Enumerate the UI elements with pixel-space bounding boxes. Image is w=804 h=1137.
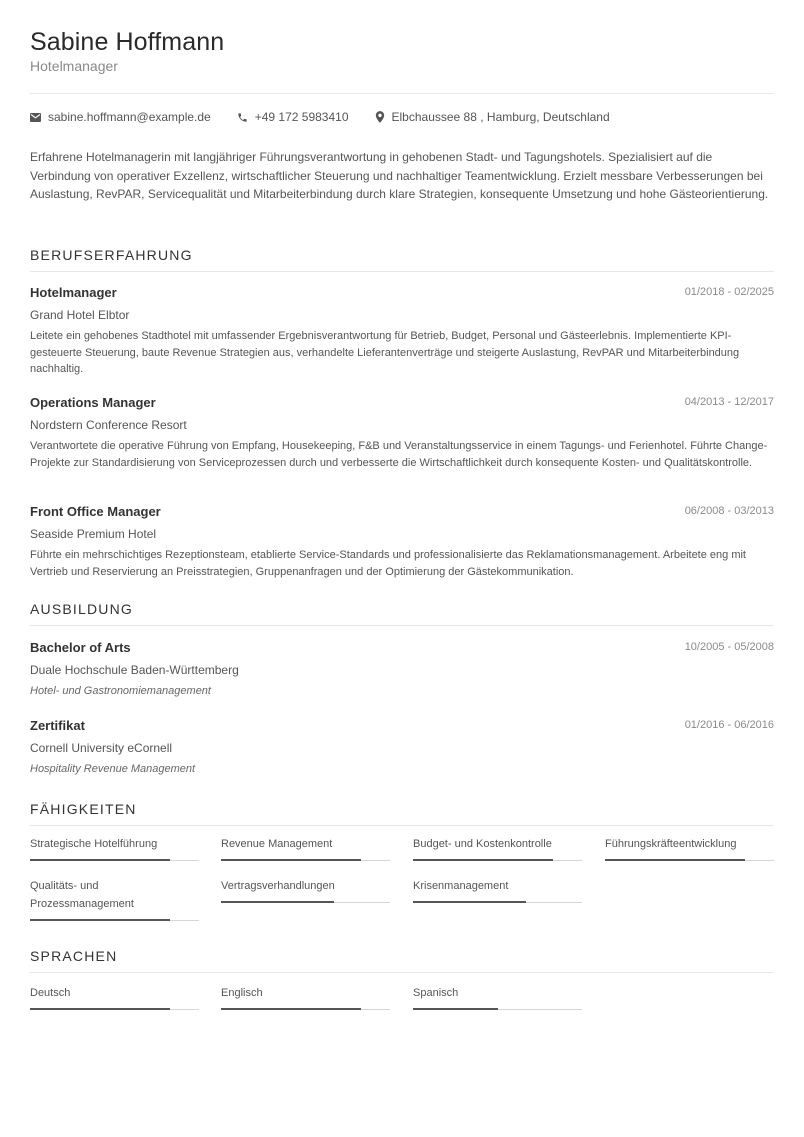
skill-level-fill: [221, 901, 334, 903]
language-level-bar: [221, 1009, 390, 1010]
education-degree: Bachelor of Arts: [30, 640, 131, 655]
skill-item: [413, 835, 582, 853]
section-divider: [30, 625, 774, 626]
language-name: Spanisch: [413, 987, 459, 999]
education-field: Hospitality Revenue Management: [30, 763, 196, 775]
profile-summary: Erfahrene Hotelmanagerin mit langjähriger Führungsverantwortung in gehobenen Stadt- und Tagungshotels. Spezialisiert auf die Verbindung von operativer Exzellenz, wirtschaftlicher Steuerung und nachhaltiger Teamentwicklung. Erzielt messbare Verbesserungen bei Auslastung, RevPAR, Servicequalität und Mitarbeiterbindung durch klare Strategien, konsequente Umsetzung und hohe Gästeorientierung.: [30, 150, 769, 201]
skill-name: Budget- und Kostenkontrolle: [413, 838, 552, 850]
skill-name: Qualitäts- und Prozessmanagement: [30, 880, 134, 910]
section-divider: [30, 972, 774, 973]
section-divider: [30, 825, 774, 826]
education-field: Hotel- und Gastronomiemanagement: [30, 685, 211, 697]
contact-address: [375, 110, 610, 124]
skill-item: [605, 835, 774, 853]
contact-email[interactable]: [30, 110, 211, 124]
job-date: 06/2008 - 03/2013: [684, 505, 774, 517]
skill-level-fill: [221, 859, 361, 861]
section-title-languages: SPRACHEN: [30, 948, 118, 964]
header-divider: [30, 93, 774, 94]
language-name: Englisch: [221, 987, 263, 999]
skill-name: Führungskräfteentwicklung: [605, 838, 737, 850]
experience-item: [30, 285, 774, 378]
education-date: 10/2005 - 05/2008: [684, 641, 774, 653]
job-date: 01/2018 - 02/2025: [684, 286, 774, 298]
skill-item: [30, 877, 180, 913]
contact-phone[interactable]: [237, 110, 349, 124]
skill-level-bar: [221, 902, 390, 903]
education-degree: Zertifikat: [30, 718, 85, 733]
email-text: sabine.hoffmann@example.de: [48, 110, 211, 124]
language-item: [221, 984, 390, 1002]
section-divider: [30, 271, 774, 272]
skill-level-fill: [30, 859, 170, 861]
job-description: Führte ein mehrschichtiges Rezeptionsteam, etablierte Service-Standards und professionalisierte das Reklamationsmanagement. Arbeitete eng mit Vertrieb und Reservierung an Preisstrategien, Gruppenanfragen und der Optimierung der Gästekommunikation.: [30, 549, 746, 578]
language-level-bar: [413, 1009, 582, 1010]
skill-level-bar: [221, 860, 390, 861]
skill-level-fill: [605, 859, 745, 861]
language-level-fill: [413, 1008, 498, 1010]
education-item: [30, 640, 774, 697]
skill-level-bar: [413, 902, 582, 903]
job-title: Hotelmanager: [30, 285, 117, 300]
skill-name: Strategische Hotelführung: [30, 838, 158, 850]
language-level-fill: [221, 1008, 361, 1010]
candidate-name: Sabine Hoffmann: [30, 28, 225, 56]
education-item: [30, 718, 774, 775]
phone-text: +49 172 5983410: [254, 110, 349, 124]
job-date: 04/2013 - 12/2017: [684, 396, 774, 408]
section-title-education: AUSBILDUNG: [30, 601, 134, 617]
skill-name: Vertragsverhandlungen: [221, 880, 335, 892]
language-level-fill: [30, 1008, 170, 1010]
job-description: Leitete ein gehobenes Stadthotel mit umfassender Ergebnisverantwortung für Betrieb, Budget, Personal und Gästeerlebnis. Implementierte KPI-gesteuerte Steuerung, baute Revenue Strategien aus, verhandelte Lieferantenverträge und steigerte Auslastung, RevPAR und Mitarbeiterbindung nachhaltig.: [30, 330, 740, 375]
address-text: Elbchaussee 88 , Hamburg, Deutschland: [391, 110, 610, 124]
phone-icon: [237, 112, 248, 123]
experience-item: [30, 395, 774, 471]
language-level-bar: [30, 1009, 199, 1010]
language-item: [30, 984, 199, 1002]
skill-level-fill: [413, 901, 526, 903]
language-item: [413, 984, 582, 1002]
skill-item: [221, 877, 390, 895]
experience-item: [30, 504, 774, 580]
skill-level-fill: [30, 919, 170, 921]
job-company: Nordstern Conference Resort: [30, 418, 187, 432]
location-pin-icon: [375, 111, 385, 123]
education-school: Cornell University eCornell: [30, 741, 173, 755]
section-title-experience: BERUFSERFAHRUNG: [30, 247, 193, 263]
skill-item: [30, 835, 199, 853]
candidate-title: Hotelmanager: [30, 58, 118, 74]
job-description: Verantwortete die operative Führung von Empfang, Housekeeping, F&B und Veranstaltungsservice in einem Tagungs- und Ferienhotel. Führte Change-Projekte zur Standardisierung von Serviceprozessen durch und verbesserte die Wirtschaftlichkeit durch konsequente Kosten- und Qualitätskontrolle.: [30, 440, 768, 469]
skill-level-fill: [413, 859, 553, 861]
language-name: Deutsch: [30, 987, 71, 999]
job-title: Operations Manager: [30, 395, 156, 410]
skill-level-bar: [30, 860, 199, 861]
education-date: 01/2016 - 06/2016: [684, 719, 774, 731]
skill-level-bar: [413, 860, 582, 861]
job-company: Seaside Premium Hotel: [30, 527, 157, 541]
skill-level-bar: [605, 860, 774, 861]
education-school: Duale Hochschule Baden-Württemberg: [30, 663, 239, 677]
job-company: Grand Hotel Elbtor: [30, 308, 130, 322]
job-title: Front Office Manager: [30, 504, 161, 519]
skill-level-bar: [30, 920, 199, 921]
skill-name: Revenue Management: [221, 838, 333, 850]
section-title-skills: FÄHIGKEITEN: [30, 801, 137, 817]
skill-name: Krisenmanagement: [413, 880, 509, 892]
mail-icon: [30, 113, 41, 122]
contact-row: [30, 110, 636, 124]
skill-item: [413, 877, 582, 895]
skill-item: [221, 835, 390, 853]
